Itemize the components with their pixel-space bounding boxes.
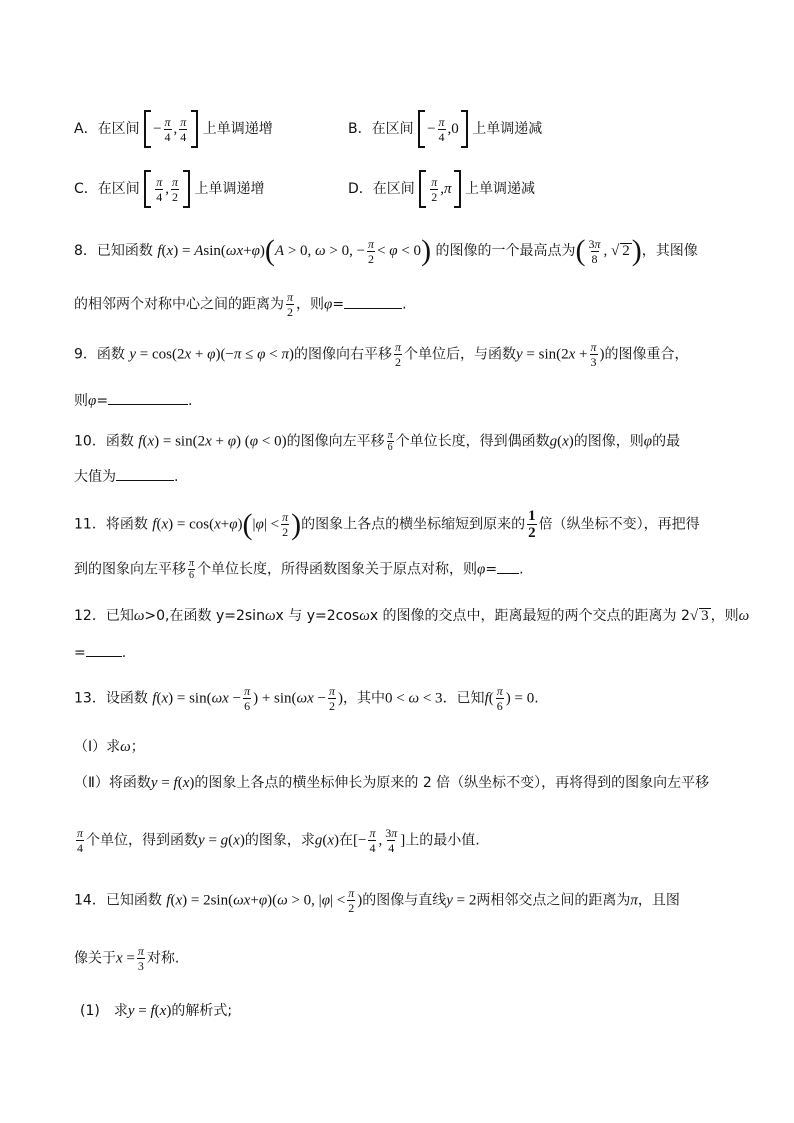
question-10: 10．函数 f(x) = sin(2x + φ) (φ < 0)的图像向左平移 $\frac{\pi}{6}$ 个单位长度，得到偶函数g(x)的图像，则φ的最 [74, 430, 681, 453]
question-14-line2: 像关于x = $\frac{\pi}{3}$ 对称. [74, 944, 180, 973]
question-13-part2-line2: $\frac{\pi}{4}$ 个单位，得到函数y = g(x)的图象，求g(x)在[− $\frac{\pi}{4}$ , $\frac{3\pi}{4}$ ]上的最小值. [77, 826, 480, 855]
question-14-part1: (1) 求y = f(x)的解析式; [80, 1003, 233, 1019]
question-12: 12．已知ω>0,在函数 y=2sinωx 与 y=2cosωx 的图像的交点中，距离最短的两个交点的距离为 2√ 3 ，则ω [74, 608, 750, 624]
option-a: A．在区间 − $\frac{\pi}{4}$ , $\frac{\pi}{4}$ 上单调递增 [74, 110, 273, 148]
option-c: C．在区间 $\frac{\pi}{4}$ , $\frac{\pi}{2}$ 上单调递增 [74, 170, 264, 208]
question-8: 8．已知函数 f(x) = Asin(ωx+φ)(A > 0, ω > 0, − $\frac{\pi}{2}$ < φ < 0) 的图像的一个最高点为( $\frac{3\pi}{8}$ , √ 2)，其图像 [74, 234, 698, 267]
answer-blank[interactable] [86, 656, 122, 657]
answer-blank[interactable] [108, 404, 188, 405]
question-14: 14．已知函数 f(x) = 2sin(ωx+φ)(ω > 0, |φ| < $\frac{\pi}{2}$ )的图像与直线y = 2两相邻交点之间的距离为π，且图 [74, 886, 680, 915]
option-b: B．在区间 − $\frac{\pi}{4}$ ,0 上单调递减 [348, 110, 542, 148]
answer-blank[interactable] [497, 573, 519, 574]
answer-blank[interactable] [116, 480, 174, 481]
question-11: 11．将函数 f(x) = cos(x+φ)(|φ| < $\frac{\pi}{2}$ )的图象上各点的横坐标缩短到原来的 $\frac{1}{2}$ 倍（纵坐标不变），再把得 [74, 507, 700, 541]
answer-blank[interactable] [344, 308, 402, 309]
question-11-line2: 到的图象向左平移 $\frac{\pi}{6}$ 个单位长度，所得函数图象关于原点对称，则φ= . [74, 558, 524, 581]
question-12-line2: = . [74, 645, 127, 661]
question-10-line2: 大值为 . [74, 469, 179, 485]
question-13-part2: （Ⅱ）将函数y = f(x)的图象上各点的横坐标伸长为原来的 2 倍（纵坐标不变），再将得到的图象向左平移 [74, 775, 710, 791]
question-13-part1: （Ⅰ）求ω； [74, 739, 145, 755]
question-9: 9．函数 y = cos(2x + φ)(−π ≤ φ < π)的图像向右平移 $\frac{\pi}{2}$ 个单位后，与函数y = sin(2x + $\frac{\pi}{3}$ )的图像重合， [74, 340, 689, 369]
question-9-line2: 则φ= . [74, 393, 193, 409]
option-d: D．在区间 $\frac{\pi}{2}$ ,π 上单调递减 [348, 170, 535, 208]
question-8-line2: 的相邻两个对称中心之间的距离为 $\frac{\pi}{2}$ ，则φ= . [74, 290, 407, 319]
question-13: 13．设函数 f(x) = sin(ωx − $\frac{\pi}{6}$ ) + sin(ωx − $\frac{\pi}{2}$ )，其中0 < ω < 3．已知f( $\frac{\pi}{6}$ ) = 0. [74, 684, 539, 713]
